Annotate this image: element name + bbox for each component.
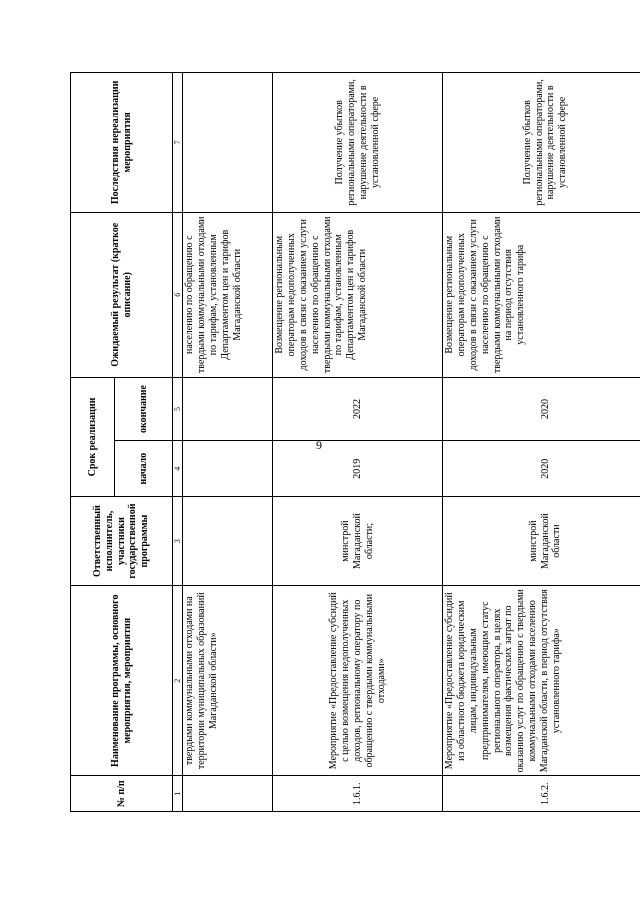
header-start: начало xyxy=(115,441,173,497)
table-row xyxy=(183,73,273,812)
row-end: 2022 xyxy=(273,377,443,440)
header-end: окончание xyxy=(115,377,173,440)
header-executor: Ответственный исполнитель, участники государственной программы xyxy=(71,497,173,586)
program-table xyxy=(70,72,640,812)
header-result: Ожидаемый результат (краткое описание) xyxy=(71,212,173,377)
column-number: 4 xyxy=(173,441,183,497)
row-executor: минстрой Магаданской области xyxy=(443,497,640,586)
row-name: Мероприятие «Предоставление субсидий с целью возмещения недополученных доходов, региональному оператору по обращению с твердыми коммунальными отходами» xyxy=(273,586,443,776)
row-result: населению по обращению с твердыми коммунальными отходами по тарифам, установленным Департаментом цен и тарифов Магаданской области xyxy=(183,212,273,377)
row-start: 2020 xyxy=(443,441,640,497)
row-consequence xyxy=(183,73,273,213)
row-end xyxy=(183,377,273,440)
row-consequence: Получение убытков региональными операторами, нарушение деятельности в установленной сфере xyxy=(273,73,443,213)
row-start xyxy=(183,441,273,497)
header-period: Срок реализации xyxy=(71,377,115,496)
row-executor xyxy=(183,497,273,586)
row-executor: минстрой Магаданской области; xyxy=(273,497,443,586)
table-row xyxy=(443,73,640,812)
column-number: 2 xyxy=(173,586,183,776)
program-table-sheet xyxy=(70,72,640,812)
page-number: 9 xyxy=(316,438,322,452)
column-number: 6 xyxy=(173,212,183,377)
row-start: 2019 xyxy=(273,441,443,497)
row-result: Возмещение региональным операторам недополученных доходов в связи с оказанием услуги населению по обращению с твердыми коммунальными отходами на период отсутствия установленного тарифа xyxy=(443,212,640,377)
column-number: 7 xyxy=(173,73,183,213)
header-consequence: Последствия нереализации мероприятия xyxy=(71,73,173,213)
column-number: 5 xyxy=(173,377,183,440)
row-name: твердыми коммунальными отходами на территории муниципальных образований Магаданской области» xyxy=(183,586,273,776)
row-result: Возмещение региональным операторам недополученных доходов в связи с оказанием услуги населению по обращению с твердыми коммунальными отходами по тарифам, установленным Департаментом цен и тарифов Магаданской области xyxy=(273,212,443,377)
header-name: Наименование программы, основного мероприятия, мероприятия xyxy=(71,586,173,776)
table-row xyxy=(273,73,443,812)
row-num: 1.6.2. xyxy=(443,776,640,812)
row-name: Мероприятие «Предоставление субсидий из областного бюджета юридическим лицам, индивидуальным предпринимателям, имеющим статус регионального оператора, в целях возмещения фактических затрат по оказанию услуг по обращению с твердыми коммунальными отходами населению Магаданской области, в период отсутствия установленного тарифа» xyxy=(443,586,640,776)
header-num: № п/п xyxy=(71,776,173,812)
column-number: 3 xyxy=(173,497,183,586)
row-consequence: Получение убытков региональными операторами, нарушение деятельности в установленной сфере xyxy=(443,73,640,213)
row-end: 2020 xyxy=(443,377,640,440)
column-number: 1 xyxy=(173,776,183,812)
row-num: 1.6.1. xyxy=(273,776,443,812)
row-num xyxy=(183,776,273,812)
